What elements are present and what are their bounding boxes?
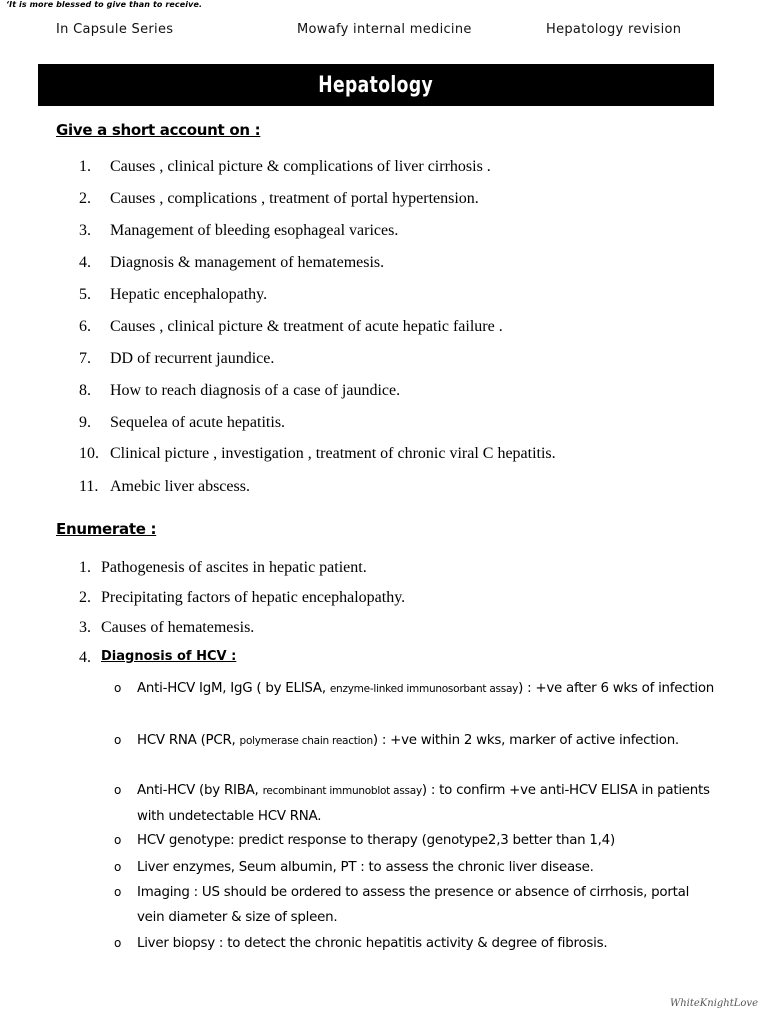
bullet-icon: o — [114, 936, 122, 950]
bullet-icon: o — [114, 860, 122, 874]
section-heading-short-account: Give a short account on : — [56, 121, 261, 139]
header-topic: Hepatology revision — [546, 22, 682, 37]
section-heading-enumerate: Enumerate : — [56, 520, 157, 538]
bullet-icon: o — [114, 833, 122, 847]
bullet-icon: o — [114, 885, 122, 899]
header-series: In Capsule Series — [56, 22, 174, 37]
motto: ‘It is more blessed to give than to receive. — [6, 0, 203, 9]
signature: WhiteKnightLove — [669, 998, 758, 1009]
bullet-icon: o — [114, 733, 122, 747]
bullet-icon: o — [114, 783, 122, 797]
page-title: Hepatology — [318, 72, 434, 98]
hcv-diagnosis-heading: Diagnosis of HCV : — [101, 649, 237, 664]
header-book: Mowafy internal medicine — [297, 22, 472, 37]
title-bar — [38, 64, 714, 106]
bullet-icon: o — [114, 681, 122, 695]
